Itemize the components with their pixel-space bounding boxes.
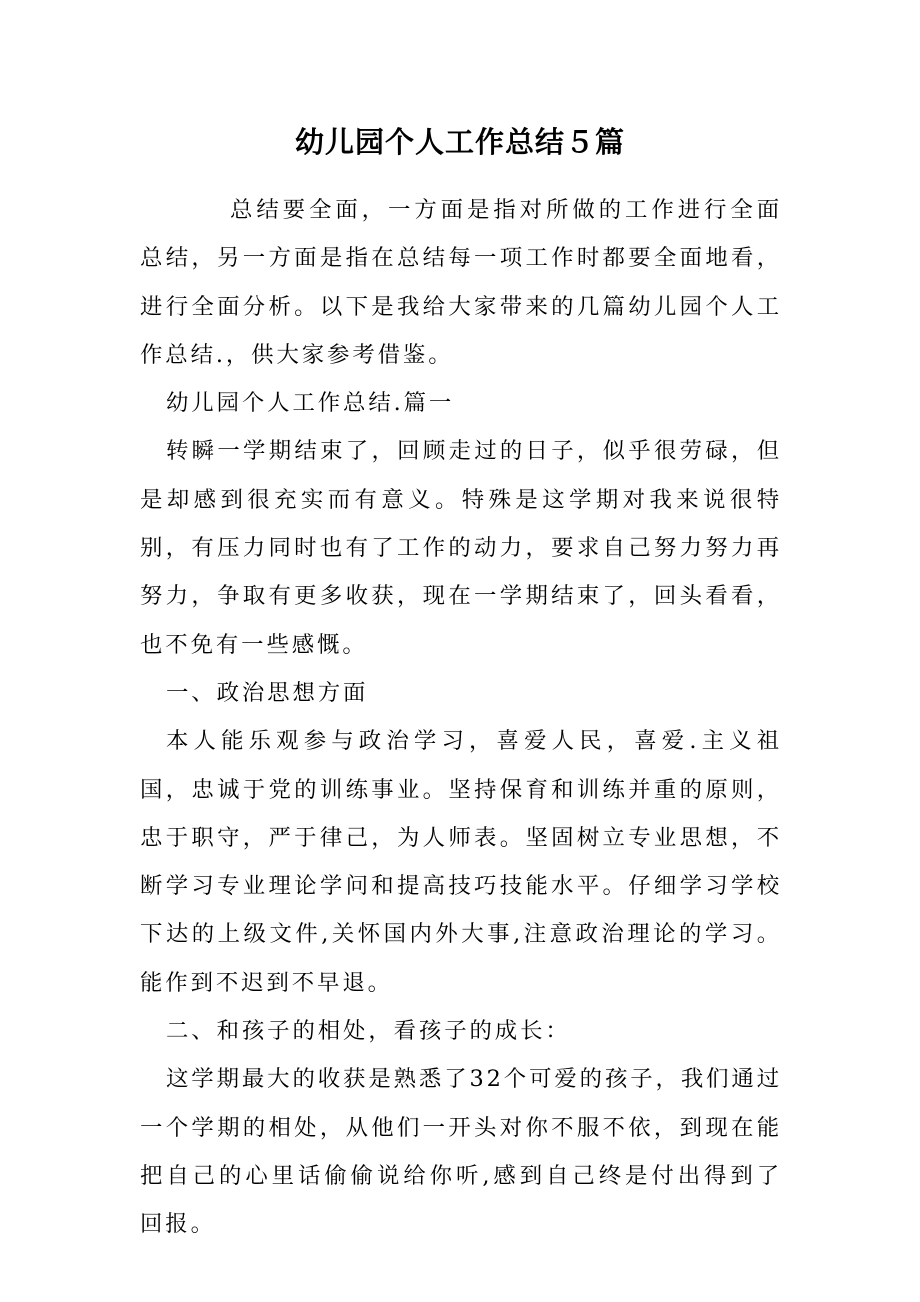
document-title: 幼儿园个人工作总结５篇 [294, 125, 625, 159]
section-heading-children: 二、和孩子的相处，看孩子的成长： [166, 1018, 571, 1045]
body-paragraph: 本人能乐观参与政治学习，喜爱人民，喜爱.主义祖国，忠诚于党的训练事业。坚持保育和训练并重的原则，忠于职守，严于律己，为人师表。坚固树立专业思想，不断学习专业理论学问和提高技巧技能水平。仔细学习学校下达的上级文件,关怀国内外大事,注意政治理论的学习。能作到不迟到不早退。 [140, 728, 782, 996]
section-heading-politics: 一、政治思想方面 [166, 679, 369, 706]
document-body [140, 186, 782, 1249]
section-heading-part-one: 幼儿园个人工作总结.篇一 [166, 390, 455, 417]
body-paragraph: 转瞬一学期结束了，回顾走过的日子，似乎很劳碌，但是却感到很充实而有意义。特殊是这学期对我来说很特别，有压力同时也有了工作的动力，要求自己努力努力再努力，争取有更多收获，现在一学期结束了，回头看看，也不免有一些感慨。 [140, 438, 782, 658]
body-paragraph: 这学期最大的收获是熟悉了32个可爱的孩子，我们通过一个学期的相处，从他们一开头对你不服不依，到现在能把自己的心里话偷偷说给你听,感到自己终是付出得到了回报。 [140, 1066, 782, 1238]
intro-paragraph: 总结要全面，一方面是指对所做的工作进行全面总结，另一方面是指在总结每一项工作时都要全面地看，进行全面分析。以下是我给大家带来的几篇幼儿园个人工作总结.，供大家参考借鉴。 [140, 197, 782, 368]
